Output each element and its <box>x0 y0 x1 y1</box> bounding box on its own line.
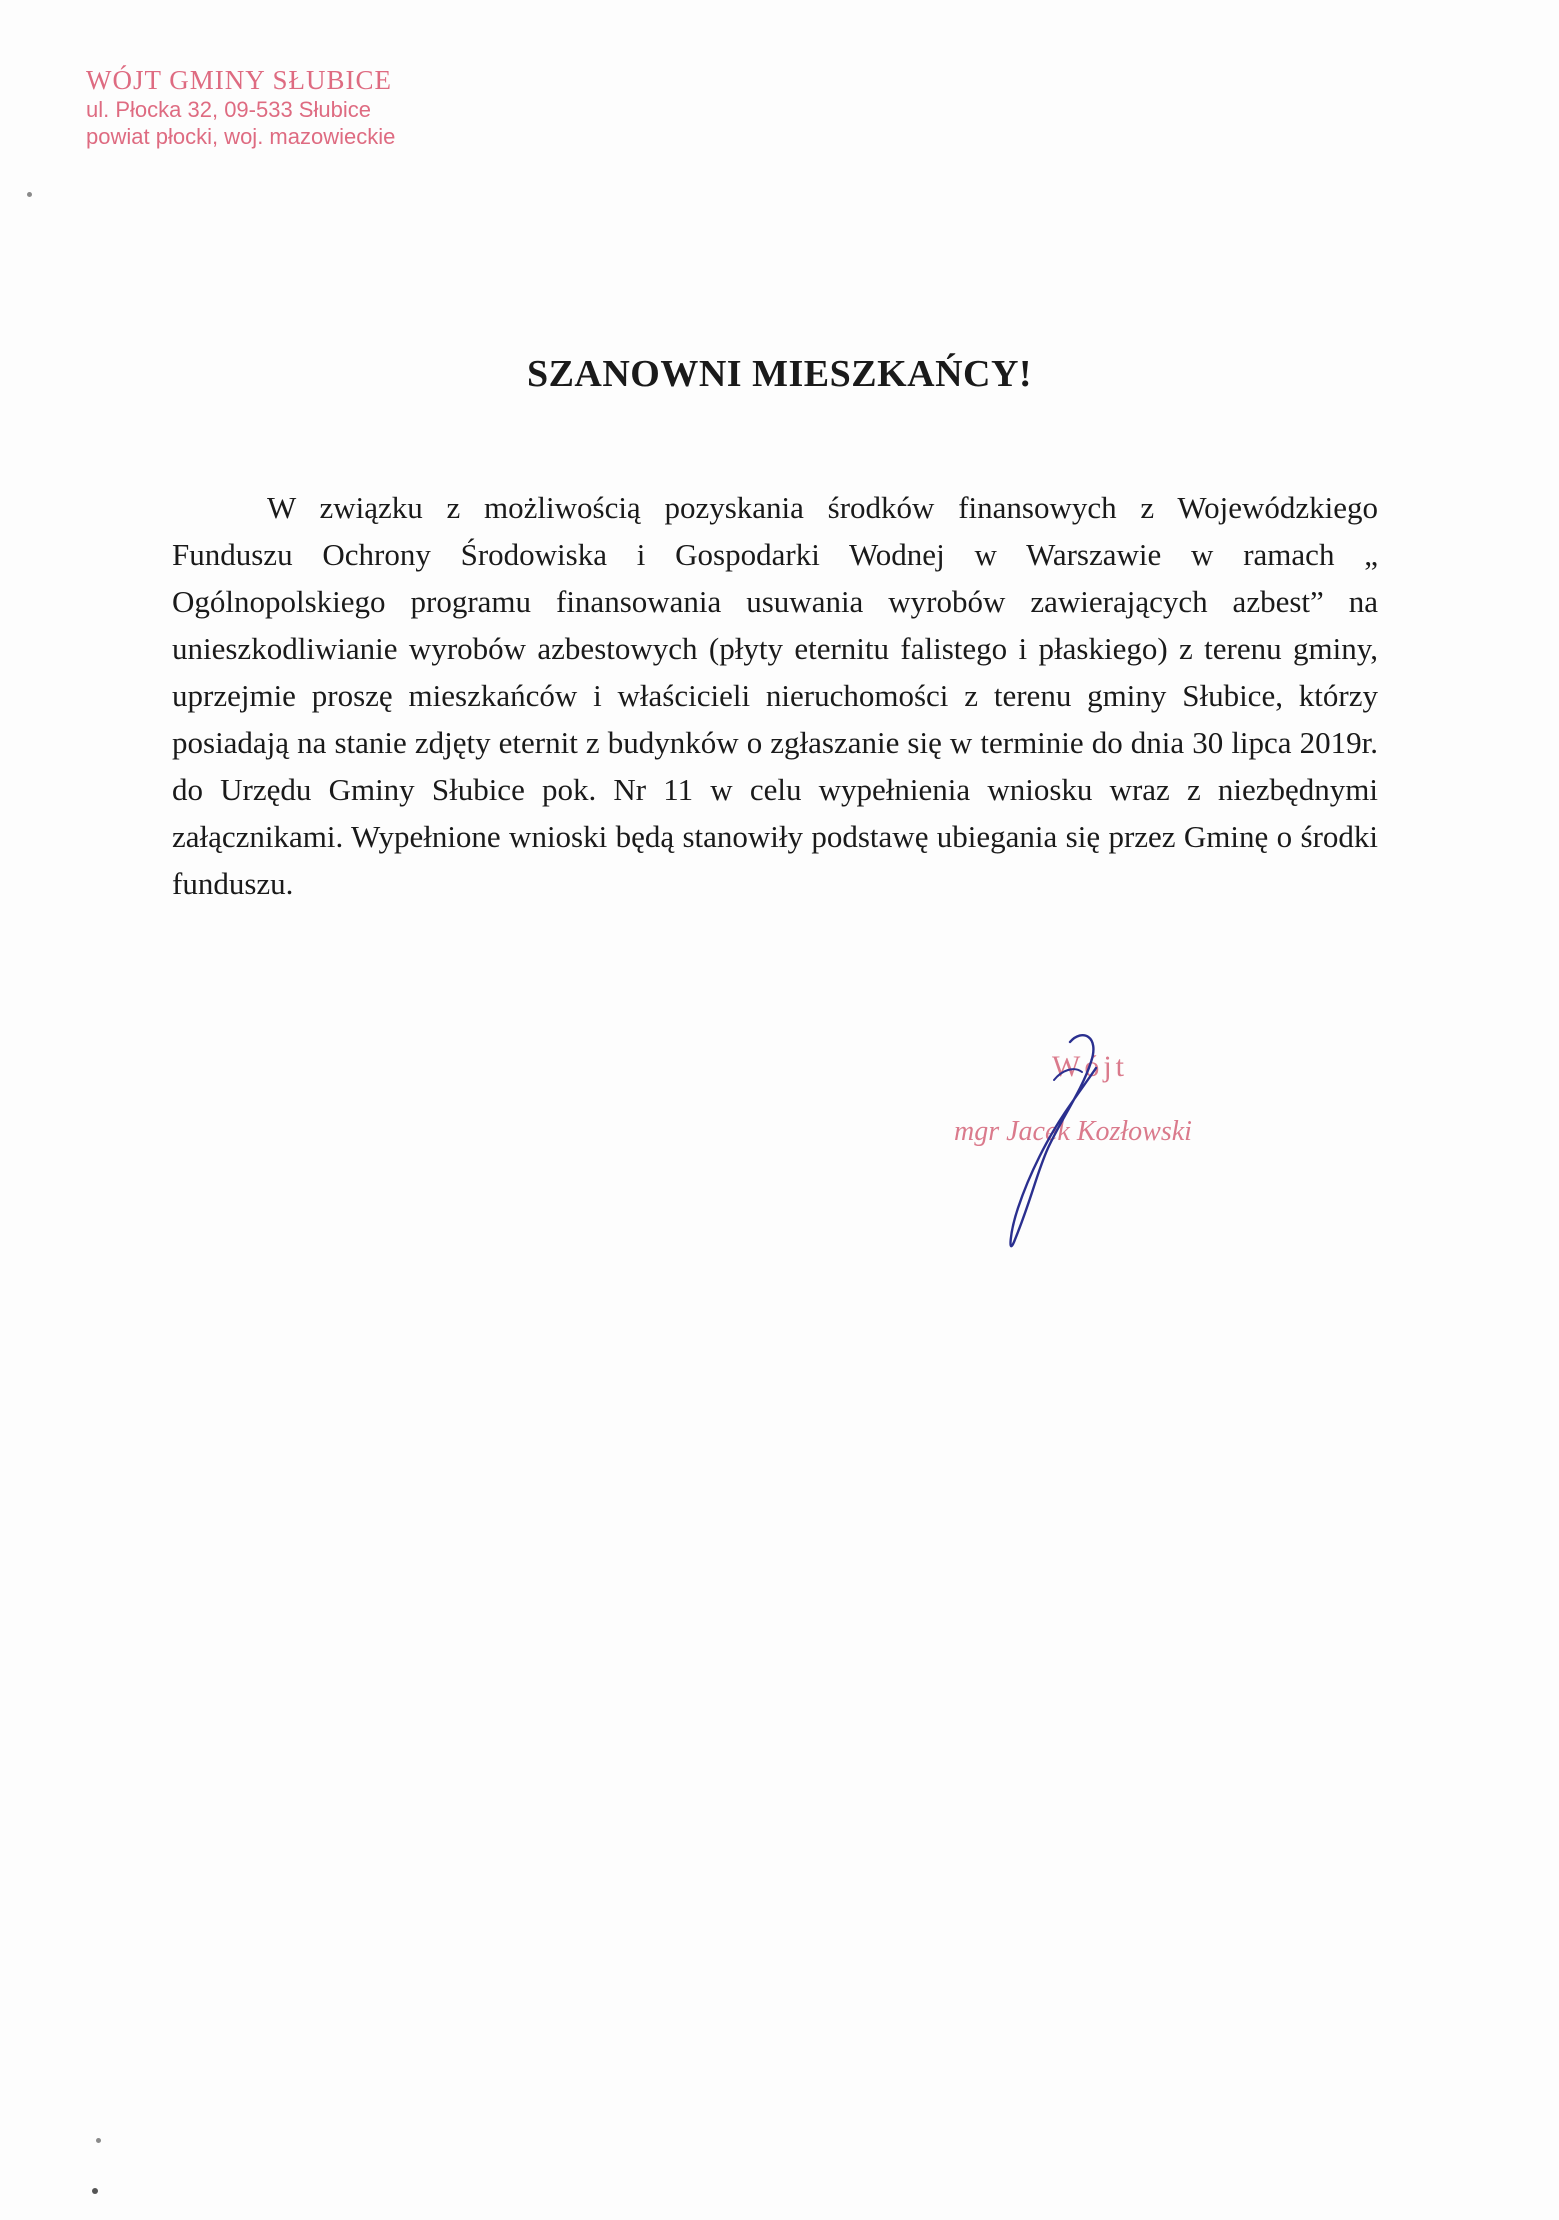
scan-speck <box>27 192 32 197</box>
document-title: SZANOWNI MIESZKAŃCY! <box>526 353 1033 395</box>
signature-name-stamp: mgr Jacek Kozłowski <box>954 1116 1192 1147</box>
stamp-region: powiat płocki, woj. mazowieckie <box>86 123 396 149</box>
handwritten-signature <box>950 1020 1310 1270</box>
stamp-title: WÓJT GMINY SŁUBICE <box>86 65 392 95</box>
document-body: W związku z możliwością pozyskania środków finansowych z Wojewódzkiego Funduszu Ochrony Środowiska i Gospodarki Wodnej w Warszawie w ramach „ Ogólnopolskiego programu finansowania usuwania wyrobów zawierających azbest” na unieszkodliwianie wyrobów azbestowych (płyty eternitu falistego i płaskiego) z terenu gminy, uprzejmie proszę mieszkańców i właścicieli nieruchomości z terenu gminy Słubice, którzy posiadają na stanie zdjęty eternit z budynków o zgłaszanie się w terminie do dnia 30 lipca 2019r. do Urzędu Gminy Słubice pok. Nr 11 w celu wypełnienia wniosku wraz z niezbędnymi załącznikami. Wypełnione wnioski będą stanowiły podstawę ubiegania się przez Gminę o środki funduszu. <box>172 490 1378 901</box>
signature-block <box>950 1020 1310 1270</box>
scan-speck <box>92 2188 98 2194</box>
signature-role-stamp: Wójt <box>1052 1050 1128 1083</box>
office-stamp <box>86 64 395 151</box>
stamp-address: ul. Płocka 32, 09-533 Słubice <box>86 96 371 122</box>
scan-speck <box>96 2138 101 2143</box>
